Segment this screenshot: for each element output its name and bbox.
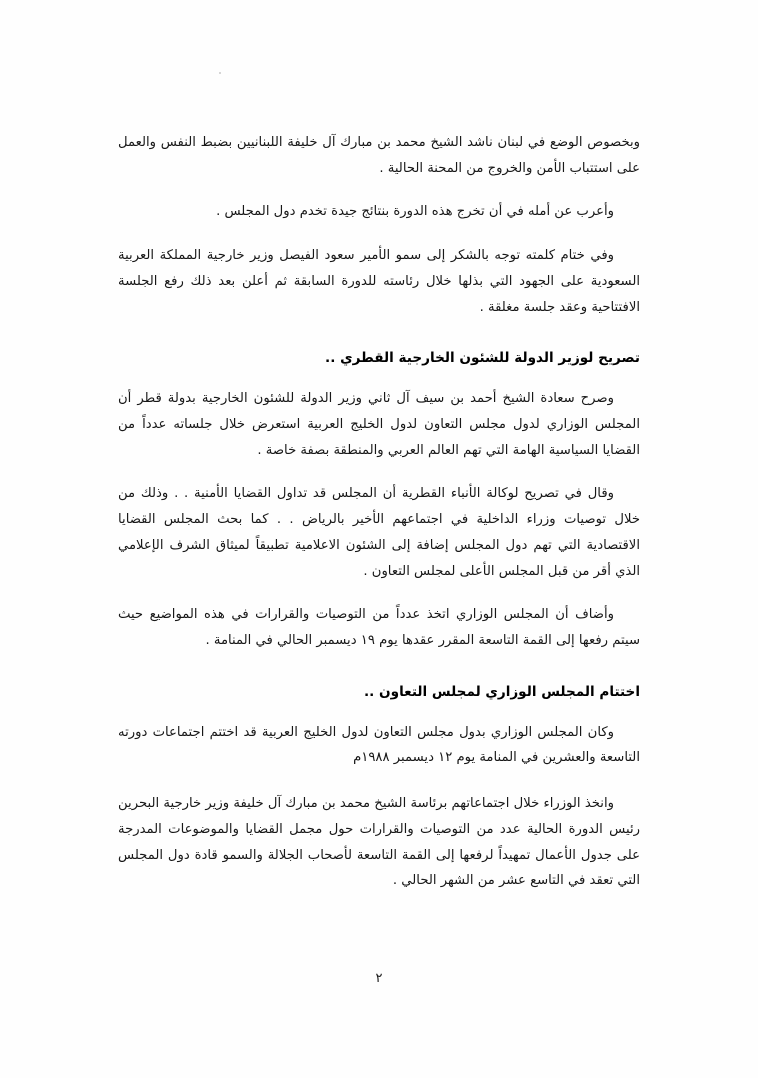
paragraph-closing-remarks: وفي ختام كلمته توجه بالشكر إلى سمو الأمير سعود الفيصل وزير خارجية المملكة العربية السعودية على الجهود التي بذلها خلال رئاسته للدورة السابقة ثم أعلن بعد ذلك رفع الجلسة الافتتاحية وعقد جلسة مغلقة . (118, 248, 640, 315)
paragraph-lebanon: وبخصوص الوضع في لبنان ناشد الشيخ محمد بن مبارك آل خليفة اللبنانيين بضبط النفس والعمل على استتباب الأمن والخروج من المحنة الحالية . (118, 135, 640, 176)
document-body (118, 130, 640, 912)
paragraph-recommendations: وأضاف أن المجلس الوزاري اتخذ عدداً من التوصيات والقرارات في هذه المواضيع حيث سيتم رفعها إلى القمة التاسعة المقرر عقدها يوم ١٩ ديسمبر الحالي في المنامة . (118, 607, 640, 649)
scan-speck (219, 72, 221, 74)
paragraph-qatari-minister: وصرح سعادة الشيخ أحمد بن سيف آل ثاني وزير الدولة للشئون الخارجية بدولة قطر أن المجلس الوزاري لدول مجلس التعاون لدول الخليج العربية استعرض خلال جلساته عدداً من القضايا السياسية الهامة التي تهم العالم العربي والمنطقة بصفة خاصة . (118, 391, 640, 458)
paragraph-ministers-decisions: وانخذ الوزراء خلال اجتماعاتهم برئاسة الشيخ محمد بن مبارك آل خليفة وزير خارجية البحرين رئيس الدورة الحالية عدد من التوصيات والقرارات حول مجمل القضايا والموضوعات المدرجة على جدول الأعمال تمهيداً لرفعها إلى القمة التاسعة لأصحاب الجلالة والسمو قادة دول المجلس التي تعقد في التاسع عشر من الشهر الحالي . (118, 796, 640, 889)
paragraph-hopes: وأعرب عن أمله في أن تخرج هذه الدورة بنتائج جيدة تخدم دول المجلس . (216, 204, 614, 220)
paragraph-security-issues: وقال في تصريح لوكالة الأنباء القطرية أن المجلس قد تداول القضايا الأمنية . . وذلك من خلال توصيات وزراء الداخلية في اجتماعهم الأخير بالرياض . . كما بحث المجلس القضايا الاقتصادية التي تهم دول المجلس إضافة إلى الشئون الاعلامية تطبيقاً لميثاق الشرف الإعلامي الذي أقر من قبل المجلس الأعلى لمجلس التعاون . (118, 486, 640, 579)
heading-qatari-statement: تصريح لوزير الدولة للشئون الخارجية القطري .. (325, 350, 640, 367)
paragraph-session-end: وكان المجلس الوزاري بدول مجلس التعاون لدول الخليج العربية قد اختتم اجتماعات دورته التاسعة والعشرين في المنامة يوم ١٢ ديسمبر ١٩٨٨م (118, 724, 640, 766)
page-number: ٢ (375, 971, 383, 986)
heading-council-conclusion: اختتام المجلس الوزاري لمجلس التعاون .. (363, 683, 640, 700)
